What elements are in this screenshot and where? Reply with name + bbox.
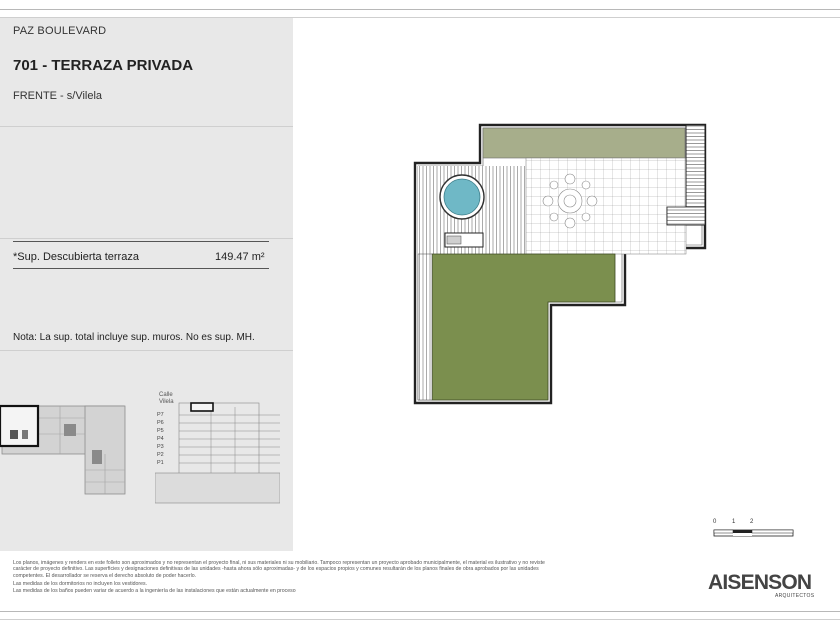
divider xyxy=(0,350,293,351)
project-name: PAZ BOULEVARD xyxy=(13,25,107,37)
floor-label-p4: P4 xyxy=(157,436,164,442)
area-label: *Sup. Descubierta terraza xyxy=(13,251,139,263)
street-label-1: Calle xyxy=(159,392,173,398)
unit-title: 701 - TERRAZA PRIVADA xyxy=(13,57,194,74)
disclaimer-line: competentes. El desarrollador se reserva el derecho absoluto de poder hacerlo. xyxy=(13,572,197,579)
brand-tagline: ARQUITECTOS xyxy=(775,593,815,599)
area-top-rule xyxy=(13,241,269,242)
floor-label-p3: P3 xyxy=(157,444,164,450)
floor-label-p2: P2 xyxy=(157,452,164,458)
key-plan xyxy=(0,378,135,503)
tiled-patio xyxy=(526,158,686,254)
divider xyxy=(0,238,293,239)
area-bottom-rule xyxy=(13,268,269,269)
planter-strip xyxy=(483,128,685,158)
pool xyxy=(444,179,480,215)
scale-tick-0: 0 xyxy=(713,519,717,525)
scale-bar xyxy=(708,515,803,541)
area-value: 149.47 m² xyxy=(215,251,265,263)
building-section xyxy=(155,385,280,510)
legal-disclaimer xyxy=(13,560,693,594)
top-frame-line xyxy=(0,9,840,10)
area-note: Nota: La sup. total incluye sup. muros. No es sup. MH. xyxy=(13,332,255,343)
disclaimer-line: Las medidas de los dormitorios no incluyen los vestidores. xyxy=(13,581,148,588)
disclaimer-line: carácter de proyecto definitivo. Las superficies y designaciones definitivas de las unidades -hasta ahora sólo aproximadas- y de los espacios propios y comunes resultarán de los planos finales de obra aprobados por las unidades xyxy=(13,566,539,573)
dining-table-set xyxy=(543,174,597,228)
disclaimer-line: Las medidas de los baños pueden variar de acuerdo a la ingeniería de las instalaciones que están actualmente en proceso xyxy=(13,587,296,594)
scale-tick-1: 1 xyxy=(732,519,736,525)
unit-orientation: FRENTE - s/Vilela xyxy=(13,90,103,102)
disclaimer-line: Los planos, imágenes y renders en este folleto son aproximados y no representan el proyecto final, ni sus materiales ni su mobiliario. Tampoco representan un proyecto aprobado municipalmente, el material es ilustrativo y no reviste xyxy=(13,560,545,566)
scale-tick-2: 2 xyxy=(750,519,754,525)
street-label-2: Vilela xyxy=(159,399,174,405)
bottom-frame-line-inner xyxy=(0,619,840,620)
floor-label-p5: P5 xyxy=(157,428,164,434)
floor-label-p7: P7 xyxy=(157,412,164,418)
lawn-area xyxy=(432,254,615,400)
divider xyxy=(0,126,293,127)
brand-logo: AISENSON xyxy=(708,571,812,594)
bottom-frame-line xyxy=(0,611,840,612)
floor-label-p6: P6 xyxy=(157,420,164,426)
floor-label-p1: P1 xyxy=(157,460,164,466)
terrace-floor-plan xyxy=(405,115,725,410)
highlighted-floor-marker xyxy=(191,403,213,411)
highlighted-unit-marker xyxy=(0,406,38,446)
